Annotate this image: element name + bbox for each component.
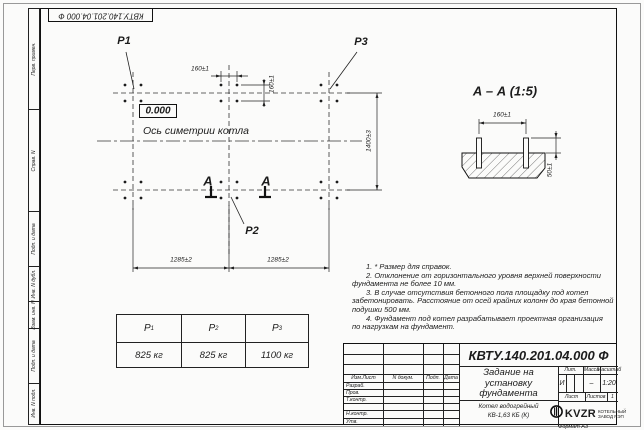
row-razrab: Разраб. xyxy=(346,382,365,389)
side-label: Подп. и дата xyxy=(31,340,37,372)
load-table-value: 825 кг xyxy=(181,342,245,367)
note-line: подушки 500 мм. xyxy=(352,304,412,314)
plan-label-p1: P1 xyxy=(117,35,131,47)
row-nkontr: Н.контр. xyxy=(346,411,368,417)
doc-number: КВТУ.140.201.04.000 Ф xyxy=(468,347,609,363)
symmetry-axis-label: Ось симетрии котла xyxy=(142,125,250,137)
note-line: забетонировать. Расстояние от осей крайних колонн до края бетонной xyxy=(352,296,614,306)
section-dim-160: 160±1 xyxy=(492,111,512,119)
drawing-title-line2: установку xyxy=(484,378,533,389)
section-letter-left: А xyxy=(203,173,213,189)
dim-1400: 1400±3 xyxy=(365,130,373,152)
format-label: Формат А3 xyxy=(557,424,589,430)
side-label: Перв. примен. xyxy=(31,42,37,76)
dim-160-vertical: 160±1 xyxy=(268,74,276,94)
sheets-value: 1 xyxy=(611,393,614,400)
side-label: Инв. N подл. xyxy=(31,388,37,418)
lit-header: Лит. xyxy=(564,367,577,373)
kvzr-logo-text: KVZR xyxy=(564,407,596,420)
note-line: 2. Отклонение от горизонтального уровня верхней поверхности xyxy=(366,270,601,280)
col-header-izm: Изм.Лист xyxy=(351,375,376,381)
col-header-ndoc: N докум. xyxy=(392,375,414,381)
load-table xyxy=(116,314,309,368)
notes-block xyxy=(352,263,614,332)
dim-1285-left: 1285±2 xyxy=(170,256,192,264)
mass-value: – xyxy=(589,379,594,387)
company-cell xyxy=(558,401,627,426)
plan-label-p3: P3 xyxy=(354,36,368,48)
dim-1285-right: 1285±2 xyxy=(267,256,289,264)
row-utv: Утв. xyxy=(346,419,358,425)
load-table-value: 825 кг xyxy=(117,342,181,367)
load-table-header: P 3 xyxy=(245,315,308,342)
load-table-value: 1100 кг xyxy=(245,342,308,367)
sheet-label: Лист xyxy=(564,393,579,400)
side-label: Справ. N xyxy=(31,150,37,171)
dim-160-horizontal: 160±1 xyxy=(190,65,210,73)
drawing-title-line3: фундамента xyxy=(479,388,538,399)
note-line: по нагрузкам на фундамент. xyxy=(352,322,455,332)
title-block xyxy=(343,343,627,425)
elevation-value: 0.000 xyxy=(145,105,171,117)
note-line: 4. Фундамент под котел разрабатывает проектная организация xyxy=(366,313,603,323)
load-table-header: P 2 xyxy=(181,315,245,342)
plan-label-p2: P2 xyxy=(245,225,259,237)
note-line: 3. В случае отсутствия бетонного пола площадку под котел xyxy=(366,287,589,297)
mass-header: Масса xyxy=(583,367,600,373)
scale-value: 1:20 xyxy=(602,379,616,387)
row-prov: Пров. xyxy=(346,389,360,396)
plan-dashed-outline xyxy=(113,65,350,255)
anchor-bolt-points xyxy=(124,84,339,200)
company-name: КОТЕЛЬНЫЙ ЗАВОД РЭП xyxy=(597,408,627,419)
dimension-lines xyxy=(133,71,382,272)
product-name-line2: КВ-1,63 КБ (К) xyxy=(487,412,530,419)
side-label: Подп. и дата xyxy=(31,223,37,255)
note-line: 1. * Размер для справок. xyxy=(366,262,452,271)
section-dim-50: 50±1 xyxy=(546,162,554,178)
col-header-data: Дата xyxy=(444,375,458,381)
drawing-title-line1: Задание на xyxy=(483,367,534,378)
load-table-header: P 1 xyxy=(143,323,154,334)
product-name-line1: Котел водогрейный xyxy=(478,403,539,410)
lit-value: И xyxy=(559,379,565,387)
col-header-podp: Подп. xyxy=(426,375,440,381)
section-letter-right: А xyxy=(261,173,271,189)
note-line: фундамента не более 10 мм. xyxy=(352,279,457,289)
sheets-label: Листов xyxy=(586,393,606,400)
kvzr-emblem-icon xyxy=(550,405,563,423)
top-stamp-number: КВТУ.140.201.04.000 Ф xyxy=(58,11,144,20)
side-label: Инв. N дубл. xyxy=(31,269,37,299)
row-tkontr: Т.контр. xyxy=(346,396,367,403)
scale-header: Масштаб xyxy=(596,367,622,373)
side-label: Взам. инв. N xyxy=(31,300,37,330)
section-title: А – А (1:5) xyxy=(472,83,538,99)
